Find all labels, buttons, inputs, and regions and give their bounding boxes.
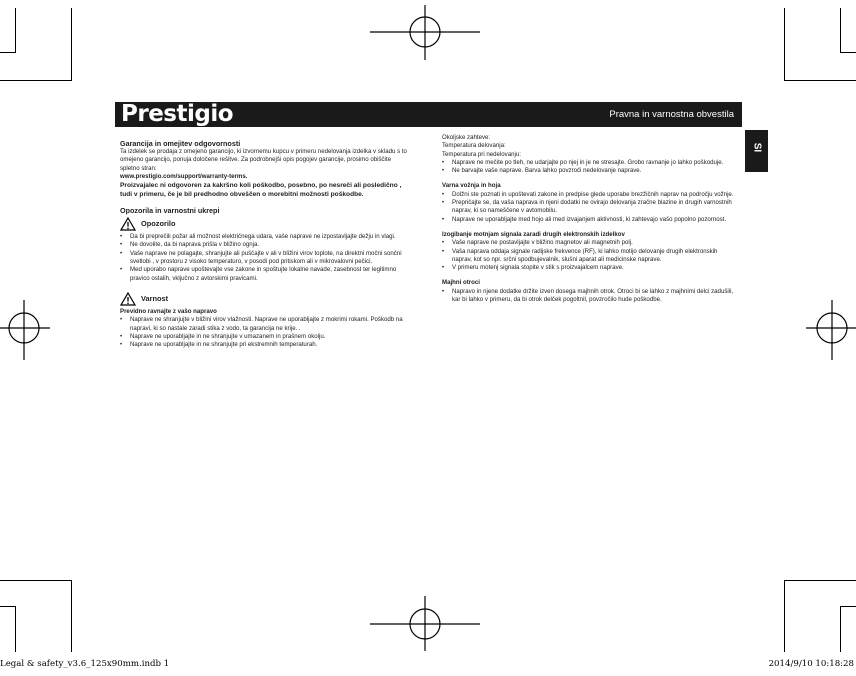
right-column <box>442 134 734 304</box>
warning-list <box>120 233 412 283</box>
list-item: • Med uporabo naprave upoštevajte vse zakone in spoštujte lokalne navade, zasebnost ter legitimno pravico ostalih, vključno z avtorskimi pravicami. <box>120 266 412 283</box>
brand-logo: Prestigio <box>121 101 234 127</box>
env-line: Okoljske zahteve: <box>442 134 491 141</box>
left-column <box>120 139 412 349</box>
list-item: • Ne barvajte vaše naprave. Barva lahko povzroči nedelovanje naprave. <box>442 167 734 175</box>
registration-mark-bottom <box>370 596 480 656</box>
footer-timestamp: 2014/9/10 10:18:28 <box>768 659 854 669</box>
safety-heading: Opozorila in varnostni ukrepi <box>120 206 220 216</box>
caution-label: Varnost <box>141 293 169 303</box>
warranty-url: www.prestigio.com/support/warranty-terms. <box>120 172 248 180</box>
list-item: • Vaše naprave ne polagajte, shranjujte ali puščajte v ali v bližini virov toplote, na direktni močni sončni svetlobi , v prostoru z visoko temperaturo, v posodi pod pritiskom ali v mikrovalovni pečici. <box>120 250 412 267</box>
list-item: • Naprave ne mečite po tleh, ne udarjajte po njej in je ne stresajte. Grobo ravnanje jo lahko poškoduje. <box>442 159 734 167</box>
list-item: • Naprave ne uporabljajte in ne shranjujte v umazanem in prašnem okolju. <box>120 333 412 341</box>
warning-label: Opozorilo <box>141 219 176 229</box>
list-item: • Napravo in njene dodatke držite izven dosega majhnih otrok. Otroci bi se lahko z majhnimi delci zadušili, kar bi lahko v primeru, da bi otrok delček pogoltnil, povzročilo hude poškodbe. <box>442 288 734 305</box>
list-item: • Naprave ne shranjujte v bližini virov vlažnosti. Naprave ne uporabljajte z mokrimi rokami. Poškodb na napravi, ki so nastale zaradi stika z vodo, ta garancija ne krije. . <box>120 316 412 333</box>
list-item: • Da bi preprečili požar ali možnost električnega udara, vaše naprave ne izpostavljajte dežju in vlagi. <box>120 233 412 241</box>
interference-heading: Izogibanje motnjam signala zaradi drugih elektronskih izdelkov <box>442 230 625 238</box>
env-list <box>442 159 734 176</box>
warning-icon <box>120 292 136 306</box>
list-item: • Naprave ne uporabljajte med hojo ali med izvajanjem aktivnosti, ki zahtevajo vašo popolno pozornost. <box>442 216 734 224</box>
env-line: Temperatura pri nedelovanju: <box>442 150 521 158</box>
children-list <box>442 288 734 305</box>
proper-care-heading: Previdno ravnajte z vašo napravo <box>120 307 217 315</box>
footer-filename: Legal & safety_v3.6_125x90mm.indb 1 <box>0 659 170 669</box>
proper-care-list <box>120 316 412 349</box>
registration-mark-right <box>806 300 856 360</box>
registration-mark-top <box>370 0 480 60</box>
liability-text: Proizvajalec ni odgovoren za kakršno koli poškodbo, posebno, po nesreči ali posledično , tudi v primeru, če je bil predhodno obveščen o morebitni možnosti poškodbe. <box>120 182 402 199</box>
warranty-heading: Garancija in omejitev odgovornosti <box>120 139 241 148</box>
list-item: • Vaše naprave ne postavljajte v bližino magnetov ali magnetnih polj. <box>442 239 734 247</box>
driving-list <box>442 191 734 224</box>
language-tab <box>745 130 768 172</box>
language-code: SI <box>751 142 763 153</box>
env-line: Temperatura delovanja: <box>442 142 506 150</box>
driving-heading: Varna vožnja in hoja <box>442 182 501 190</box>
interference-list <box>442 239 734 272</box>
page-title: Pravna in varnostna obvestila <box>609 109 734 120</box>
list-item: • Dolžni ste poznati in upoštevati zakone in predpise glede uporabe brezžičnih naprav na področju vožnje. <box>442 191 734 199</box>
list-item: • Vaša naprava oddaja signale radijske frekvence (RF), ki lahko motijo delovanje drugih elektronskih naprav, kot so npr. srčni spodbujevalnik, slušni aparat ali medicinske naprave. <box>442 248 734 265</box>
registration-mark-left <box>0 300 50 360</box>
warning-row <box>120 215 412 233</box>
caution-row <box>120 290 412 308</box>
list-item: • V primeru motenj signala stopite v stik s proizvajalcem naprave. <box>442 264 734 272</box>
list-item: • Ne dovolite, da bi naprava prišla v bližino ognja. <box>120 241 412 249</box>
children-heading: Majhni otroci <box>442 279 480 287</box>
warning-icon <box>120 217 136 231</box>
warranty-text: Ta izdelek se prodaja z omejeno garancijo, ki izvornemu kupcu v primeru nedelovanja izdelka v skladu s to omejeno garancijo, ponuja določene rešitve. Za podrobnejši opis pogojev garancije, prosimo obiščite spletno stran: <box>120 148 407 172</box>
list-item: • Prepričajte se, da vaša naprava in njeni dodatki ne ovirajo delovanja zračne blazine in drugih varnostnih naprav, ki so nameščene v avtomobilu. <box>442 199 734 216</box>
header-bar <box>115 102 742 127</box>
list-item: • Naprave ne uporabljajte in ne shranjujte pri ekstremnih temperaturah. <box>120 341 412 349</box>
